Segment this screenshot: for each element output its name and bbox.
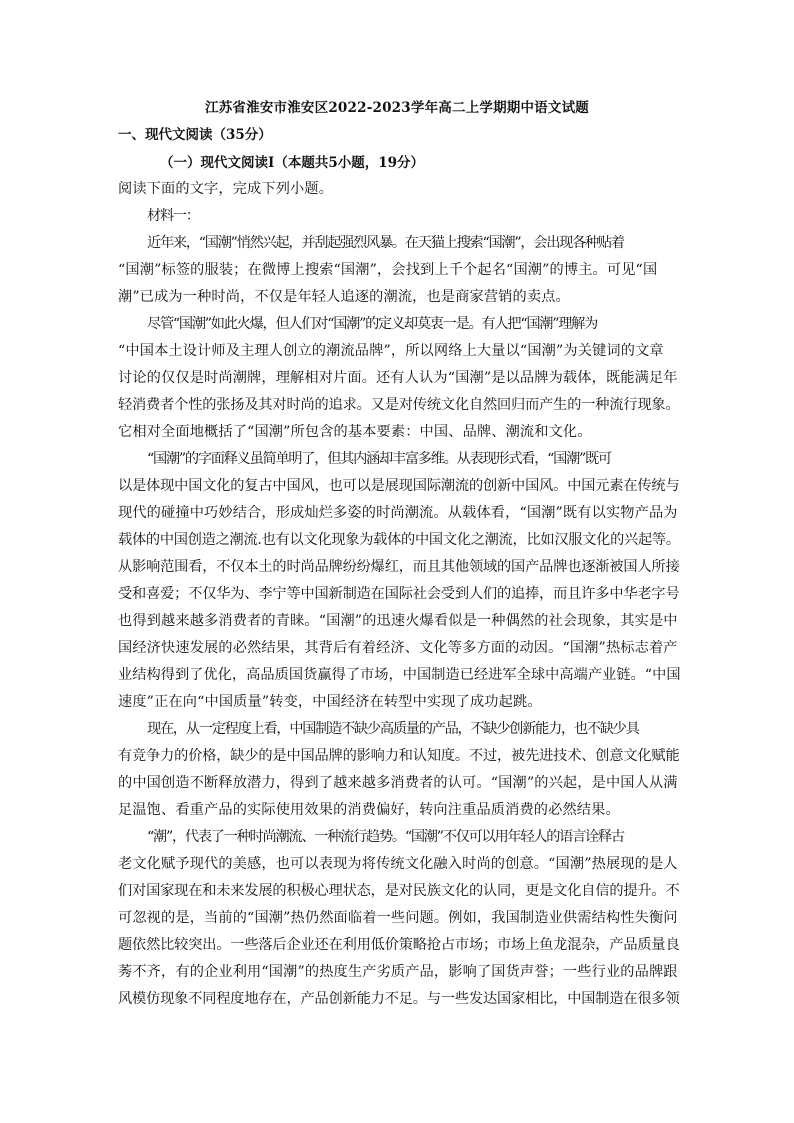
paragraph-line: 题依然比较突出。一些落后企业还在利用低价策略抢占市场；市场上鱼龙混杂，产品质量良 <box>118 937 680 953</box>
paragraph-line: 莠不齐，有的企业利用“国潮”的热度生产劣质产品，影响了国货声誉；一些行业的品牌跟 <box>118 964 678 980</box>
paragraph-line: 国经济快速发展的必然结果，其背后有着经济、文化等多方面的动因。“国潮”热标志着产 <box>118 640 678 656</box>
paragraph-line: 轻消费者个性的张扬及其对时尚的追求。又是对传统文化自然回归而产生的一种流行现象。 <box>118 397 680 413</box>
paragraph-line: 潮”已成为一种时尚，不仅是年轻人追逐的潮流，也是商家营销的卖点。 <box>118 289 570 305</box>
paragraph-line: 风模仿现象不同程度地存在，产品创新能力不足。与一些发达国家相比，中国制造在很多领 <box>118 991 680 1007</box>
paragraph-line: 的中国创造不断释放潜力，得到了越来越多消费者的认可。“国潮”的兴起，是中国人从满 <box>118 775 678 791</box>
paragraph-line: 们对国家现在和未来发展的积极心理状态，是对民族文化的认同，更是文化自信的提升。不 <box>118 883 680 899</box>
paragraph-line: 载体的中国创造之潮流.也有以文化现象为载体的中国文化之潮流，比如汉服文化的兴起等。 <box>118 532 680 548</box>
paragraph-line: 足温饱、看重产品的实际使用效果的消费偏好，转向注重品质消费的必然结果。 <box>118 802 620 818</box>
exam-title: 江苏省淮安市淮安区2022-2023学年高二上学期期中语文试题 <box>205 100 589 116</box>
paragraph-line: 近年来，“国潮”悄然兴起，并刮起强烈风暴。在天猫上搜索“国潮”，会出现各种贴着 <box>147 235 624 251</box>
paragraph-line: 速度”正在向“中国质量”转变，中国经济在转型中实现了成功起跳。 <box>118 694 542 710</box>
paragraph-line: 业结构得到了优化，高品质国货赢得了市场，中国制造已经进军全球中高端产业链。“中国 <box>118 667 681 683</box>
paragraph-line: 老文化赋予现代的美感，也可以表现为将传统文化融入时尚的创意。“国潮”热展现的是人 <box>118 856 678 872</box>
paragraph-line: 尽管“国潮”如此火爆，但人们对“国潮”的定义却莫衷一是。有人把“国潮”理解为 <box>147 316 598 332</box>
paragraph-line: 受和喜爱；不仅华为、李宁等中国新制造在国际社会受到人们的追捧，而且许多中华老字号 <box>118 586 680 602</box>
paragraph-line: 以是体现中国文化的复古中国风，也可以是展现国际潮流的创新中国风。中国元素在传统与 <box>118 478 680 494</box>
paragraph-line: “国潮”标签的服装；在微博上搜索“国潮”，会找到上千个起名“国潮”的博主。可见“国 <box>118 262 658 278</box>
paragraph-line: 材料一： <box>147 208 199 224</box>
paragraph-line: “潮”，代表了一种时尚潮流、一种流行趋势。“国潮”不仅可以用年轻人的语言诠释古 <box>147 829 624 845</box>
paragraph-line: 现代的碰撞中巧妙结合，形成灿烂多姿的时尚潮流。从载体看，“国潮”既有以实物产品为 <box>118 505 678 521</box>
paragraph-line: 从影响范围看，不仅本土的时尚品牌纷纷爆红，而且其他领域的国产品牌也逐渐被国人所接 <box>118 559 680 575</box>
subsection-heading: （一）现代文阅读Ⅰ（本题共5小题，19分） <box>160 155 424 171</box>
paragraph-line: 阅读下面的文字，完成下列小题。 <box>118 181 334 197</box>
paragraph-line: 它相对全面地概括了“国潮”所包含的基本要素：中国、品牌、潮流和文化。 <box>118 424 592 440</box>
paragraph-line: 有竞争力的价格，缺少的是中国品牌的影响力和认知度。不过，被先进技术、创意文化赋能 <box>118 748 680 764</box>
paragraph-line: 也得到越来越多消费者的青睐。“国潮”的迅速火爆看似是一种偶然的社会现象，其实是中 <box>118 613 678 629</box>
paragraph-line: 可忽视的是，当前的“国潮”热仍然面临着一些问题。例如，我国制造业供需结构性失衡问 <box>118 910 678 926</box>
section-heading: 一、现代文阅读（35分） <box>118 127 272 143</box>
paragraph-line: “国潮”的字面释义虽简单明了，但其内涵却丰富多维。从表现形式看，“国潮”既可 <box>147 451 611 467</box>
paragraph-line: 现在，从一定程度上看，中国制造不缺少高质量的产品，不缺少创新能力，也不缺少具 <box>147 721 639 737</box>
paragraph-line: 讨论的仅仅是时尚潮牌，理解相对片面。还有人认为“国潮”是以品牌为载体，既能满足年 <box>118 370 678 386</box>
paragraph-line: “中国本土设计师及主理人创立的潮流品牌”，所以网络上大量以“国潮”为关键词的文章 <box>118 343 664 359</box>
